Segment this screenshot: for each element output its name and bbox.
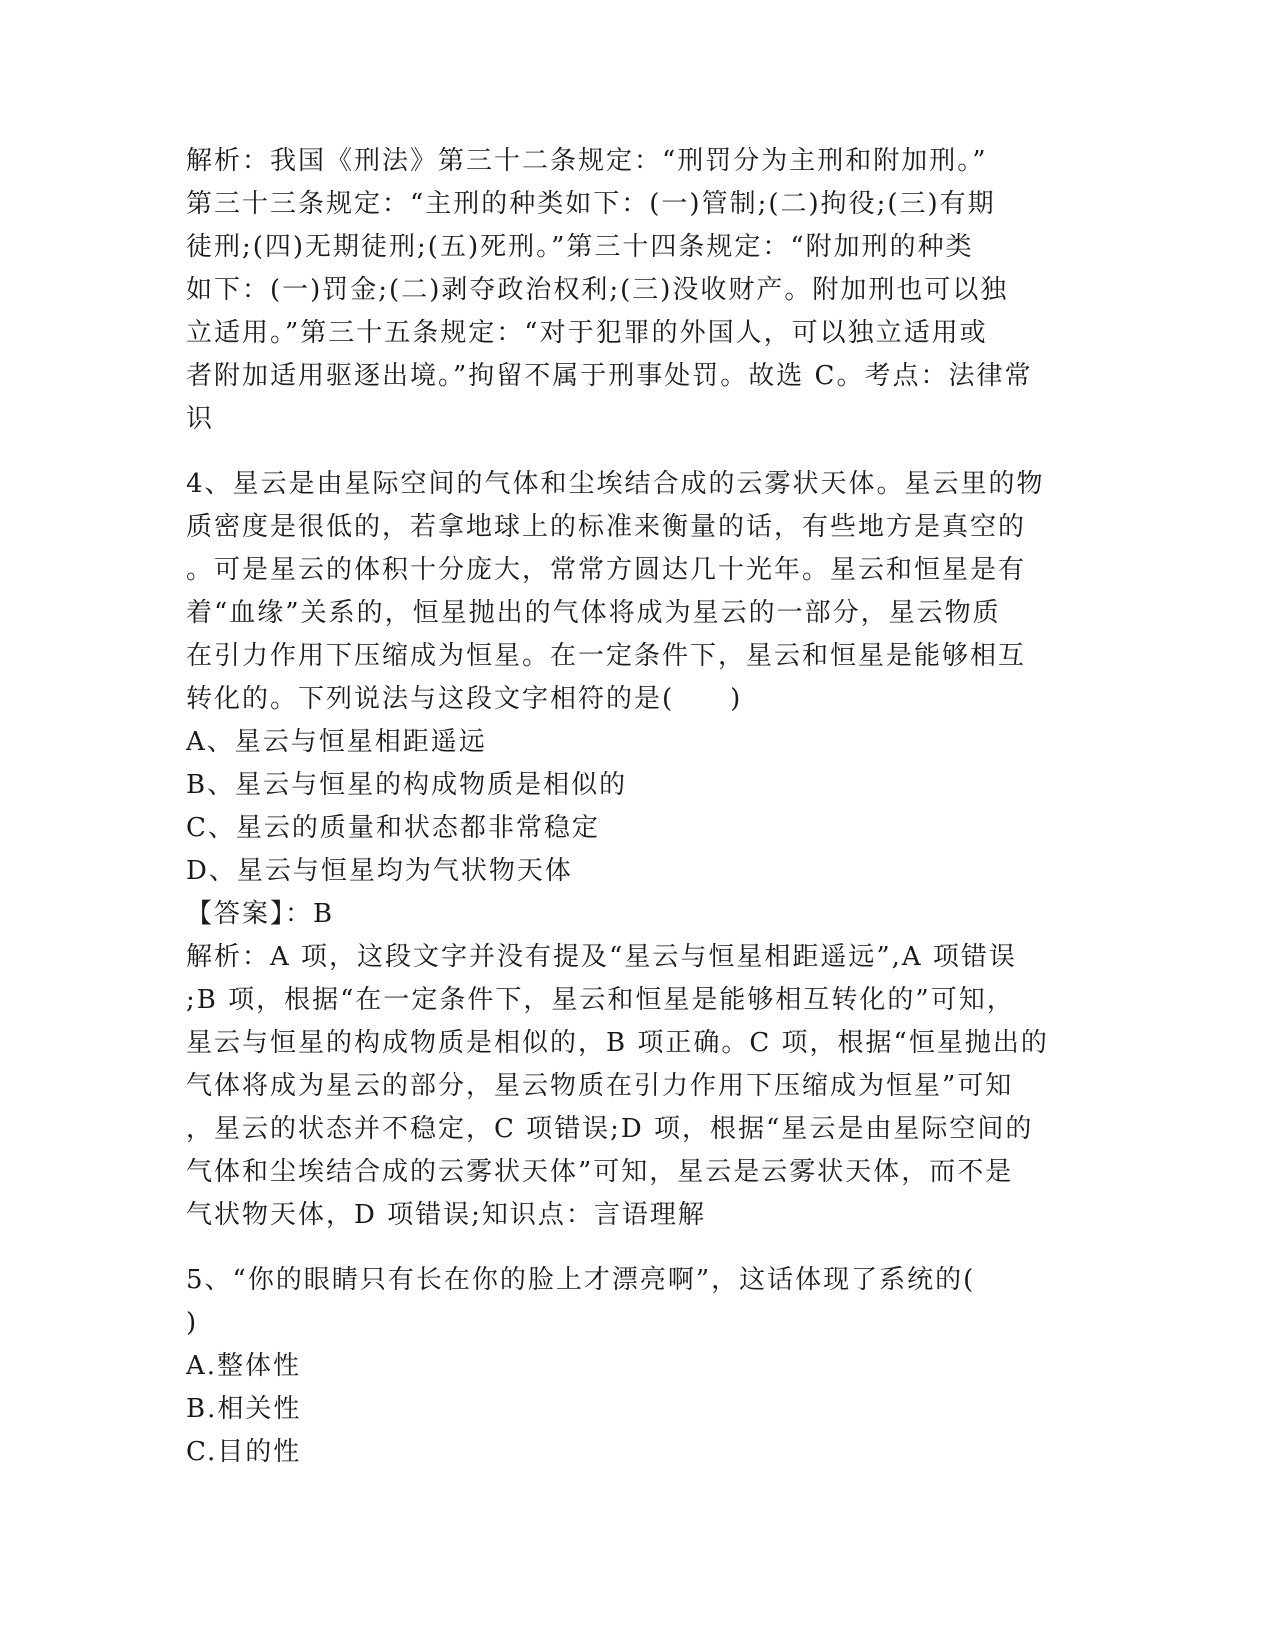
- q4-stem-line: 。可是星云的体积十分庞大，常常方圆达几十光年。星云和恒星是有: [186, 555, 1027, 585]
- q4-answer: 【答案】：B: [186, 899, 335, 929]
- q5-option-a: A.整体性: [186, 1351, 302, 1381]
- q4-stem-line: 4、星云是由星际空间的气体和尘埃结合成的云雾状天体。星云里的物: [186, 469, 1045, 499]
- q4-analysis-line: ;B 项，根据“在一定条件下，星云和恒星是能够相互转化的”可知，: [186, 985, 1015, 1015]
- q3-analysis-line: 第三十三条规定：“主刑的种类如下：(一)管制;(二)拘役;(三)有期: [186, 189, 996, 219]
- q4-analysis-line: 解析：A 项，这段文字并没有提及“星云与恒星相距遥远”,A 项错误: [186, 942, 1017, 972]
- q3-analysis-line: 立适用。”第三十五条规定：“对于犯罪的外国人，可以独立适用或: [186, 318, 988, 348]
- q4-stem-line: 质密度是很低的，若拿地球上的标准来衡量的话，有些地方是真空的: [186, 512, 1027, 542]
- question-4: [186, 463, 1076, 1237]
- q4-option-a: A、星云与恒星相距遥远: [186, 727, 487, 757]
- q3-analysis-line: 徒刑;(四)无期徒刑;(五)死刑。”第三十四条规定：“附加刑的种类: [186, 232, 974, 262]
- q4-stem-line: 在引力作用下压缩成为恒星。在一定条件下，星云和恒星是能够相互: [186, 641, 1027, 671]
- q4-analysis-line: 气体和尘埃结合成的云雾状天体”可知，星云是云雾状天体，而不是: [186, 1157, 1014, 1187]
- q3-analysis: [186, 140, 1076, 441]
- q3-analysis-line: 识: [186, 404, 215, 434]
- q5-stem-line: ): [186, 1308, 199, 1338]
- q4-analysis-line: 星云与恒星的构成物质是相似的，B 项正确。C 项，根据“恒星抛出的: [186, 1028, 1049, 1058]
- q4-option-d: D、星云与恒星均为气状物天体: [186, 856, 573, 886]
- spacer: [186, 1237, 1076, 1259]
- question-5: [186, 1259, 1076, 1474]
- q4-option-b: B、星云与恒星的构成物质是相似的: [186, 770, 628, 800]
- q4-stem-line: 着“血缘”关系的，恒星抛出的气体将成为星云的一部分，星云物质: [186, 598, 1001, 628]
- q3-analysis-line: 如下：(一)罚金;(二)剥夺政治权利;(三)没收财产。附加刑也可以独: [186, 275, 1009, 305]
- q4-analysis-line: 气体将成为星云的部分，星云物质在引力作用下压缩成为恒星”可知: [186, 1071, 1014, 1101]
- q3-analysis-line: 者附加适用驱逐出境。”拘留不属于刑事处罚。故选 C。考点：法律常: [186, 361, 1033, 391]
- q5-option-c: C.目的性: [186, 1437, 302, 1467]
- q3-analysis-line: 解析：我国《刑法》第三十二条规定：“刑罚分为主刑和附加刑。”: [186, 146, 988, 176]
- q4-option-c: C、星云的质量和状态都非常稳定: [186, 813, 600, 843]
- q5-stem-line: 5、“你的眼睛只有长在你的脸上才漂亮啊”，这话体现了系统的(: [186, 1265, 976, 1295]
- q4-analysis-line: ，星云的状态并不稳定，C 项错误;D 项，根据“星云是由星际空间的: [186, 1114, 1034, 1144]
- q4-stem-line: 转化的。下列说法与这段文字相符的是( ): [186, 684, 743, 714]
- document-page: [186, 140, 1076, 1474]
- q4-analysis-line: 气状物天体，D 项错误;知识点：言语理解: [186, 1200, 706, 1230]
- spacer: [186, 441, 1076, 463]
- q5-option-b: B.相关性: [186, 1394, 302, 1424]
